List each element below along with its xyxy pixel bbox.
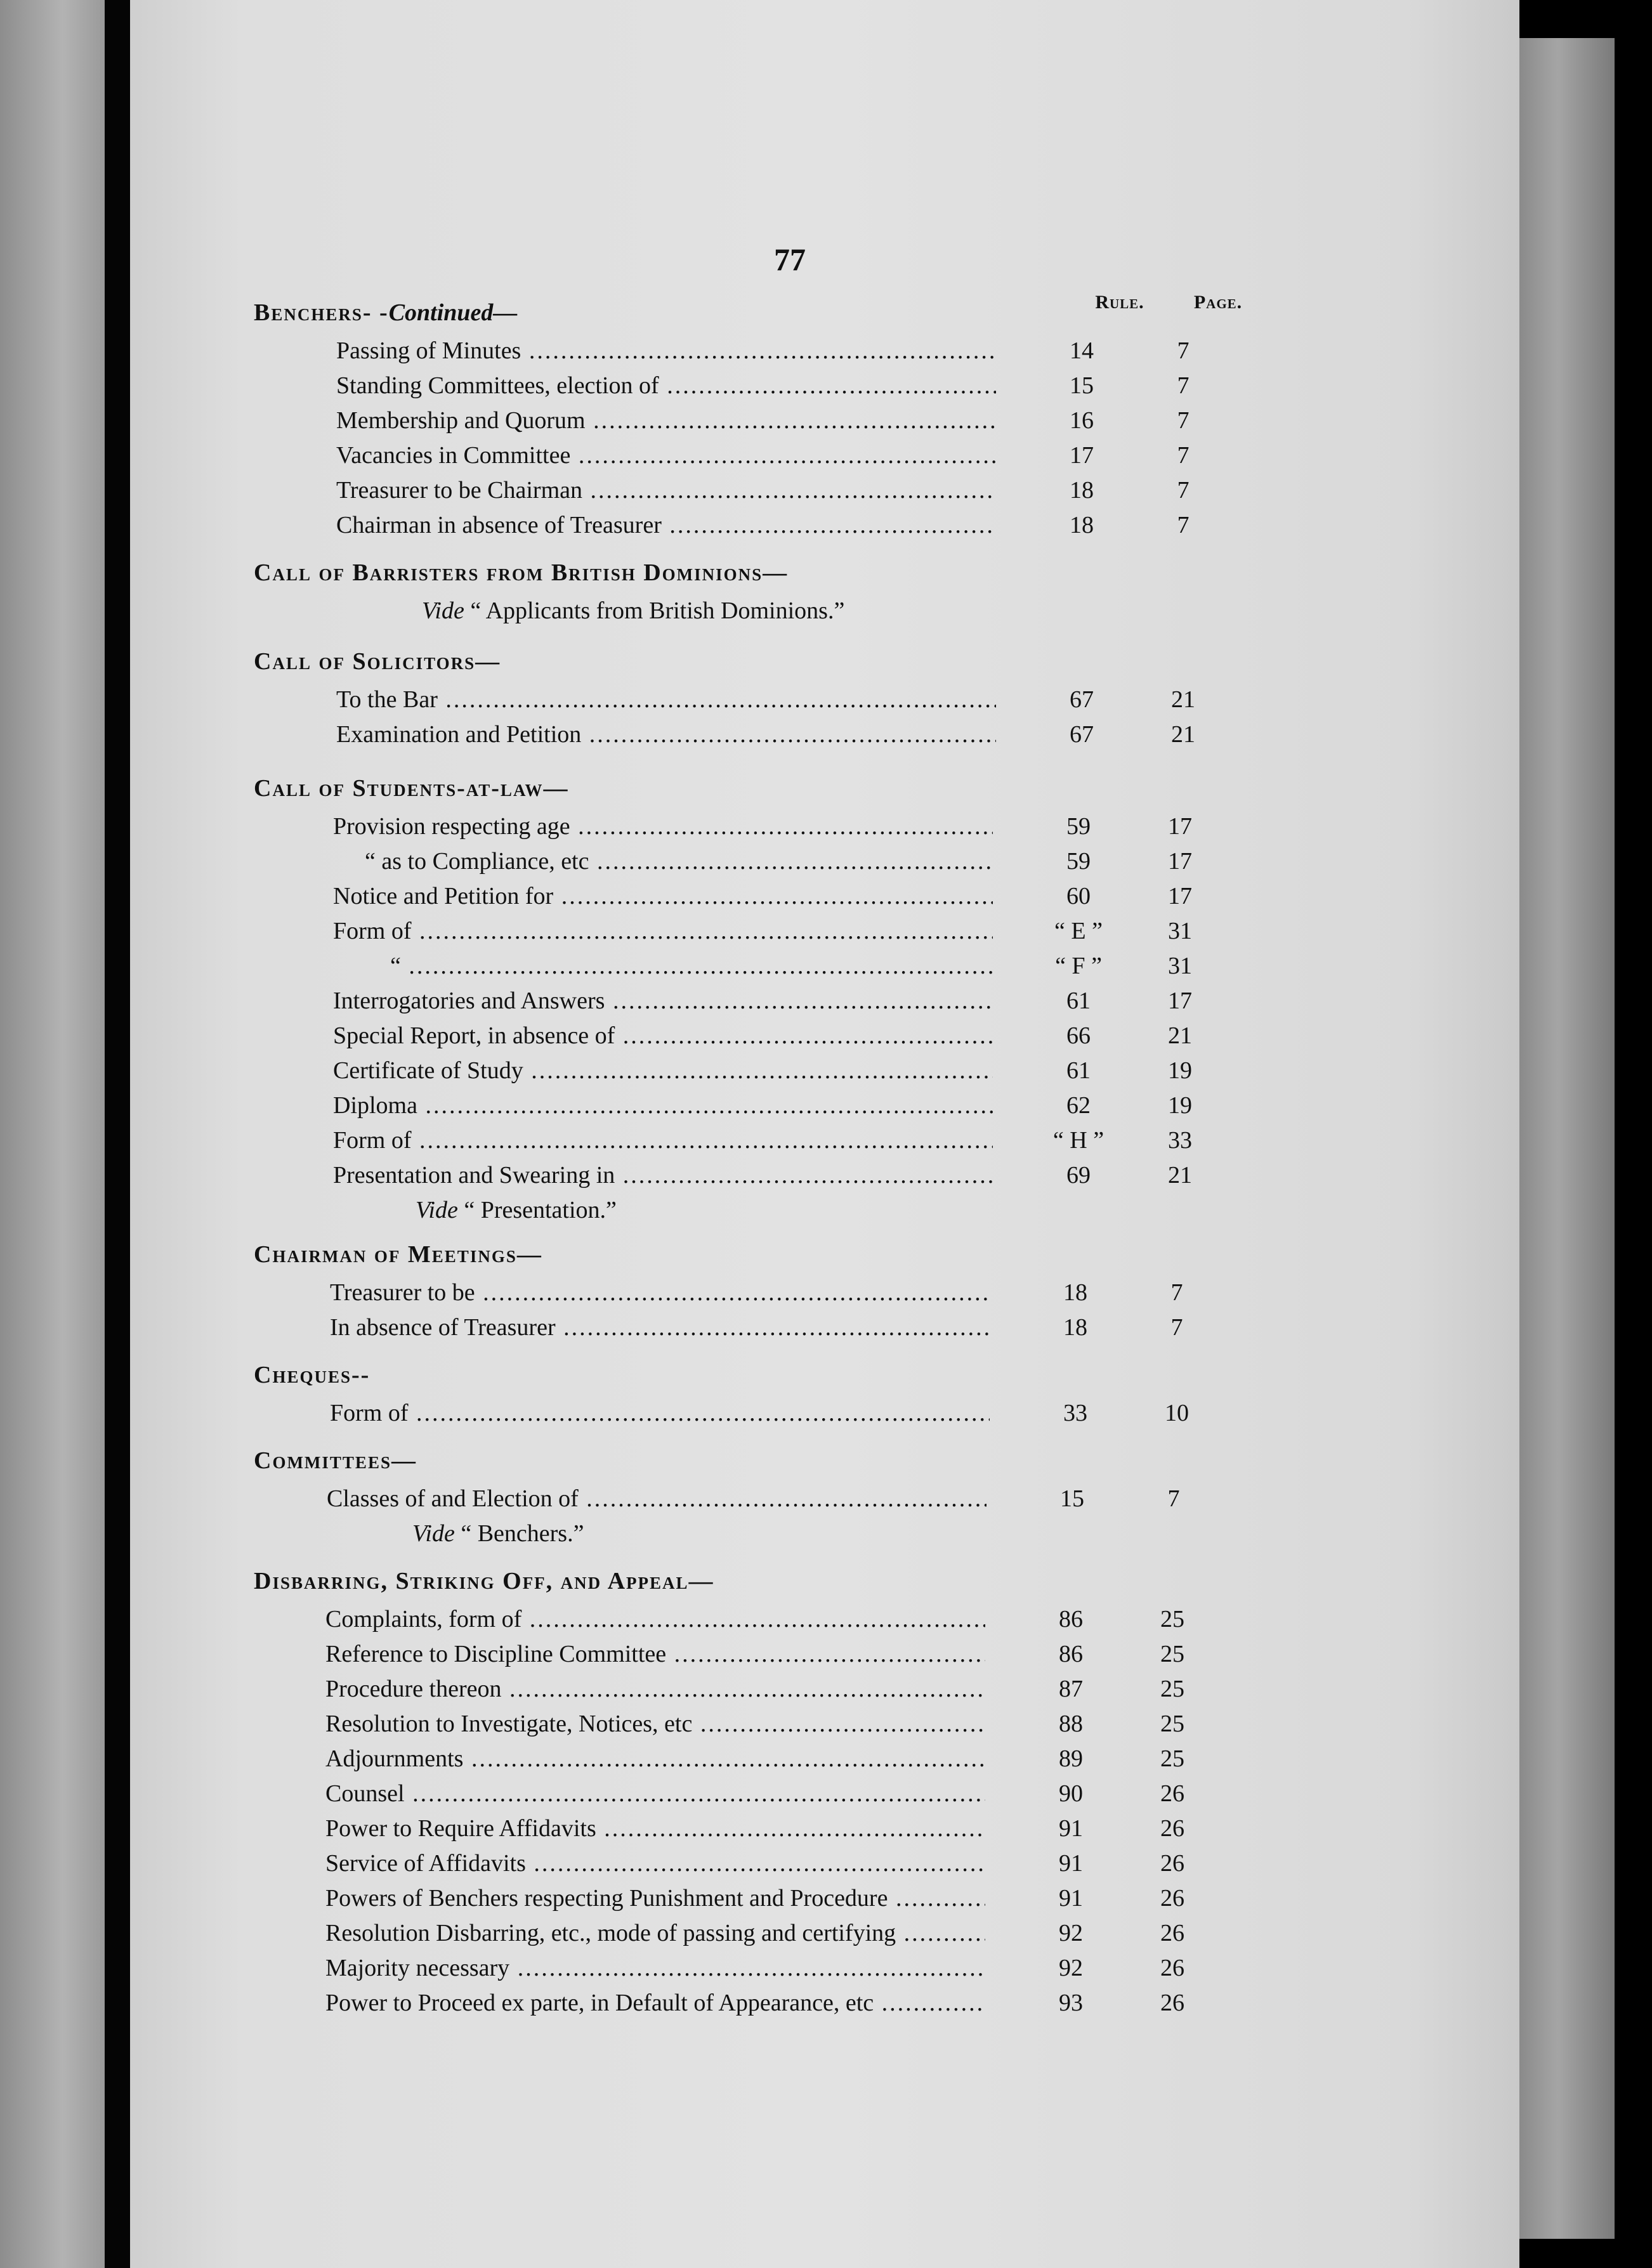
- heading-text: Benchers- -: [254, 299, 389, 326]
- scan-border: [1615, 0, 1652, 2268]
- page-number: 77: [774, 242, 806, 277]
- section-heading-call-of-barristers: Call of Barristers from British Dominions—: [254, 559, 789, 586]
- heading-continued: Continued—: [388, 299, 518, 326]
- index-page: 77 Rule. Page. Benchers- -Continued— Passing of Minutes ..... 14 7 Standing Committees, election of ..... 15 7 Membership and Quorum ..... 16 7 Vacancies in Committee ..... 17 7 Treasurer to be Chairman ..... 18 7 Chairman in absence of Treasurer ..... 18 7 Call of Barristers from British Dominions— Vide “ Applicants from British Dominions.” Call of Solicitors— To the Bar ..... 67 21 Examination and Petition ..... 67 21 Call of Students-at-law— Provision respecting age ..... 59 17 “ as to Compliance, etc ..... 59 17 Notice and Petition for ..... 60 17 Form of ..... “ E ” 31 “ ..... “ F ” 31 Interrogatories and Answers ..... 61 17 Special Report, in absence of ..... 66 21 Certificate of Study ..... 61 19 Diploma ..... 62 19 Form of ..... “ H ” 33 Presentation and Swearing in ..... 69 21 Vide “ Presentation.” Chairman of Meetings— Treasurer to be ..... 18 7 In absence of Treasurer ..... 18 7 Cheques-- Form of ..... 33 10 Committees— Classes of and Election of ..... 15 7 Vide “ Benchers.” Disbarring, Striking Off, and Appeal— Complaints, form of ..... 86 25 Reference to Discipline Committee ..... 86 25 Procedure thereon ..... 87 25 Resolution to Investigate, Notices, etc ..... 88 25 Adjournments ..... 89 25 Counsel ..... 90 26 Power to Require Affidavits ..... 91 26 Service of Affidavits ..... 91 26 Powers of Benchers respecting Punishment and Procedure ..... 91 26 Resolution Disbarring, etc., mode of passing and certifying ..... 92 26 Majority necessary ..... 92 26 Power to Proceed ex parte, in Default of Appearance, etc ..... 93 26: [130, 0, 1519, 2268]
- facing-page-edge: [0, 0, 105, 2268]
- section-heading-disbarring: Disbarring, Striking Off, and Appeal—: [254, 1568, 714, 1594]
- cross-reference: Vide “ Presentation.”: [416, 1197, 617, 1223]
- section-heading-call-of-solicitors: Call of Solicitors—: [254, 648, 501, 675]
- section-heading-chairman-of-meetings: Chairman of Meetings—: [254, 1241, 542, 1268]
- cross-reference: Vide “ Benchers.”: [412, 1520, 584, 1547]
- section-heading-call-of-students: Call of Students-at-law—: [254, 775, 569, 802]
- cross-reference: Vide “ Applicants from British Dominions.”: [422, 597, 845, 624]
- page-edge: [1519, 38, 1615, 2239]
- section-heading-benchers: [254, 298, 517, 327]
- section-heading-cheques: Cheques--: [254, 1362, 370, 1388]
- book-gutter: [105, 0, 130, 2268]
- section-heading-committees: Committees—: [254, 1447, 417, 1474]
- rule-column-header: Rule.: [1095, 292, 1144, 313]
- page-column-header: Page.: [1193, 292, 1243, 313]
